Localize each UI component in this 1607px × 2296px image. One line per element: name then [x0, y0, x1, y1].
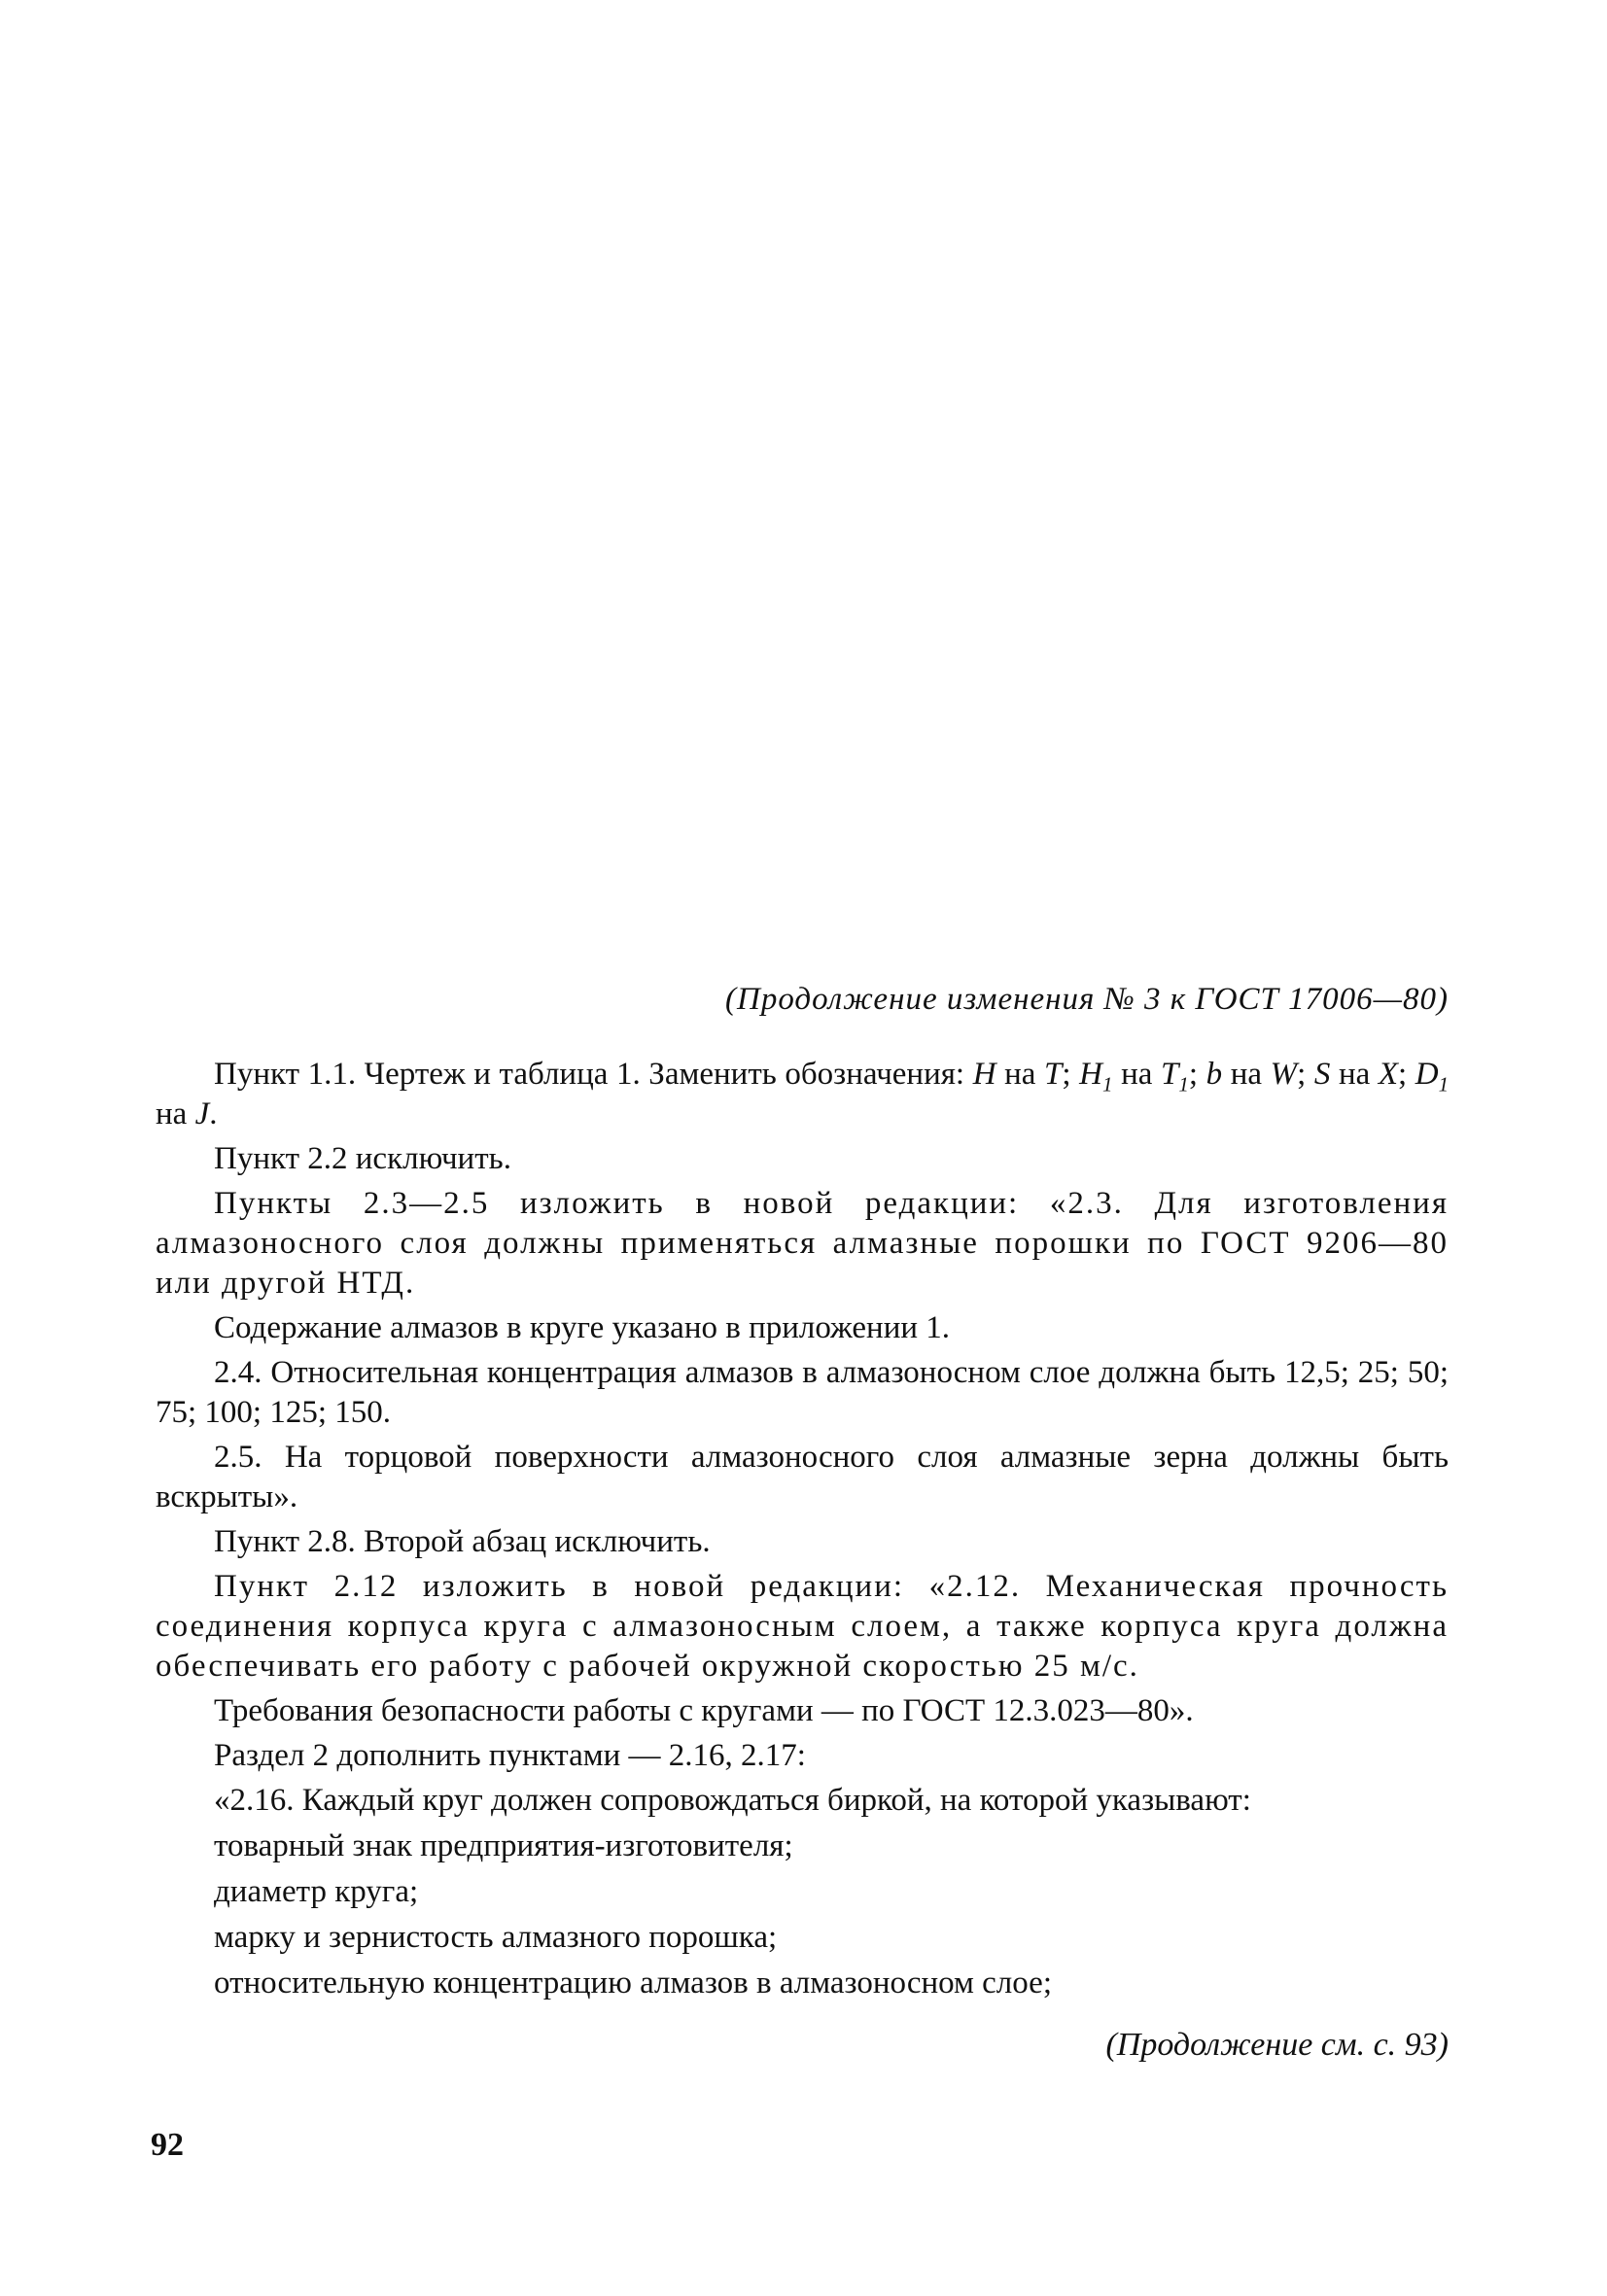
continuation-footer: (Продолжение см. с. 93)	[1105, 2027, 1449, 2063]
symbol-w: W	[1270, 1057, 1298, 1092]
paragraph-item-2-8: Пункт 2.8. Второй абзац исключить.	[214, 1524, 711, 1559]
paragraph-item-2-5: 2.5. На торцовой поверхности алмазоносного слоя алмазные зерна должны быть вскрыты».	[156, 1440, 1449, 1514]
symbol-b: b	[1205, 1057, 1223, 1092]
word-na: на	[1230, 1057, 1263, 1092]
list-item-trademark: товарный знак предприятия-изготовителя;	[214, 1828, 793, 1863]
word-na: на	[1121, 1057, 1153, 1092]
symbol-t: T	[1044, 1057, 1063, 1092]
document-body	[156, 1055, 1449, 2009]
paragraph-item-2-2: Пункт 2.2 исключить.	[214, 1141, 511, 1176]
page-number: 92	[151, 2127, 184, 2163]
paragraph-item-2-16: «2.16. Каждый круг должен сопровождаться биркой, на которой указывают:	[214, 1783, 1251, 1818]
symbol-d1: $D_1$	[1415, 1057, 1450, 1096]
p1-prefix: Пункт 1.1. Чертеж и таблица 1. Заменить обозначения:	[214, 1057, 965, 1092]
paragraph-items-2-3-2-5: Пункты 2.3—2.5 изложить в новой редакции: «2.3. Для изготовления алмазоносного слоя должны применяться алмазные порошки по ГОСТ 9206—80 или другой НТД.	[156, 1186, 1449, 1301]
list-item-diameter: диаметр круга;	[214, 1874, 419, 1909]
paragraph-diamond-content: Содержание алмазов в круге указано в приложении 1.	[214, 1310, 951, 1345]
list-item-concentration: относительную концентрацию алмазов в алмазоносном слое;	[214, 1966, 1052, 2000]
continuation-header: (Продолжение изменения № 3 к ГОСТ 17006—80)	[725, 982, 1449, 1017]
paragraph-section-2-addition: Раздел 2 дополнить пунктами — 2.16, 2.17:	[214, 1738, 806, 1773]
symbol-x: X	[1378, 1057, 1399, 1092]
paragraph-item-1-1: Пункт 1.1. Чертеж и таблица 1. Заменить обозначения: H на T; $H_1$ на $T_1$; b на W; S на X; $D_1$ на J.	[156, 1057, 1450, 1131]
paragraph-item-2-12: Пункт 2.12 изложить в новой редакции: «2.12. Механическая прочность соединения корпуса круга с алмазоносным слоем, а также корпуса круга должна обеспечивать его работу с рабочей окружной скоростью 25 м/с.	[156, 1569, 1449, 1684]
paragraph-safety-requirements: Требования безопасности работы с кругами — по ГОСТ 12.3.023—80».	[214, 1693, 1194, 1728]
word-na: на	[1004, 1057, 1036, 1092]
word-na: на	[1338, 1057, 1371, 1092]
symbol-j: J	[194, 1096, 210, 1131]
symbol-h1: $H_1$	[1079, 1057, 1113, 1096]
list-item-grade-grain: марку и зернистость алмазного порошка;	[214, 1920, 778, 1955]
paragraph-item-2-4: 2.4. Относительная концентрация алмазов в алмазоносном слое должна быть 12,5; 25; 50; 75; 100; 125; 150.	[156, 1355, 1449, 1430]
symbol-h: H	[972, 1057, 996, 1092]
symbol-t1: $T_1$	[1161, 1057, 1189, 1096]
word-na: на	[156, 1096, 188, 1131]
symbol-s: S	[1313, 1057, 1331, 1092]
